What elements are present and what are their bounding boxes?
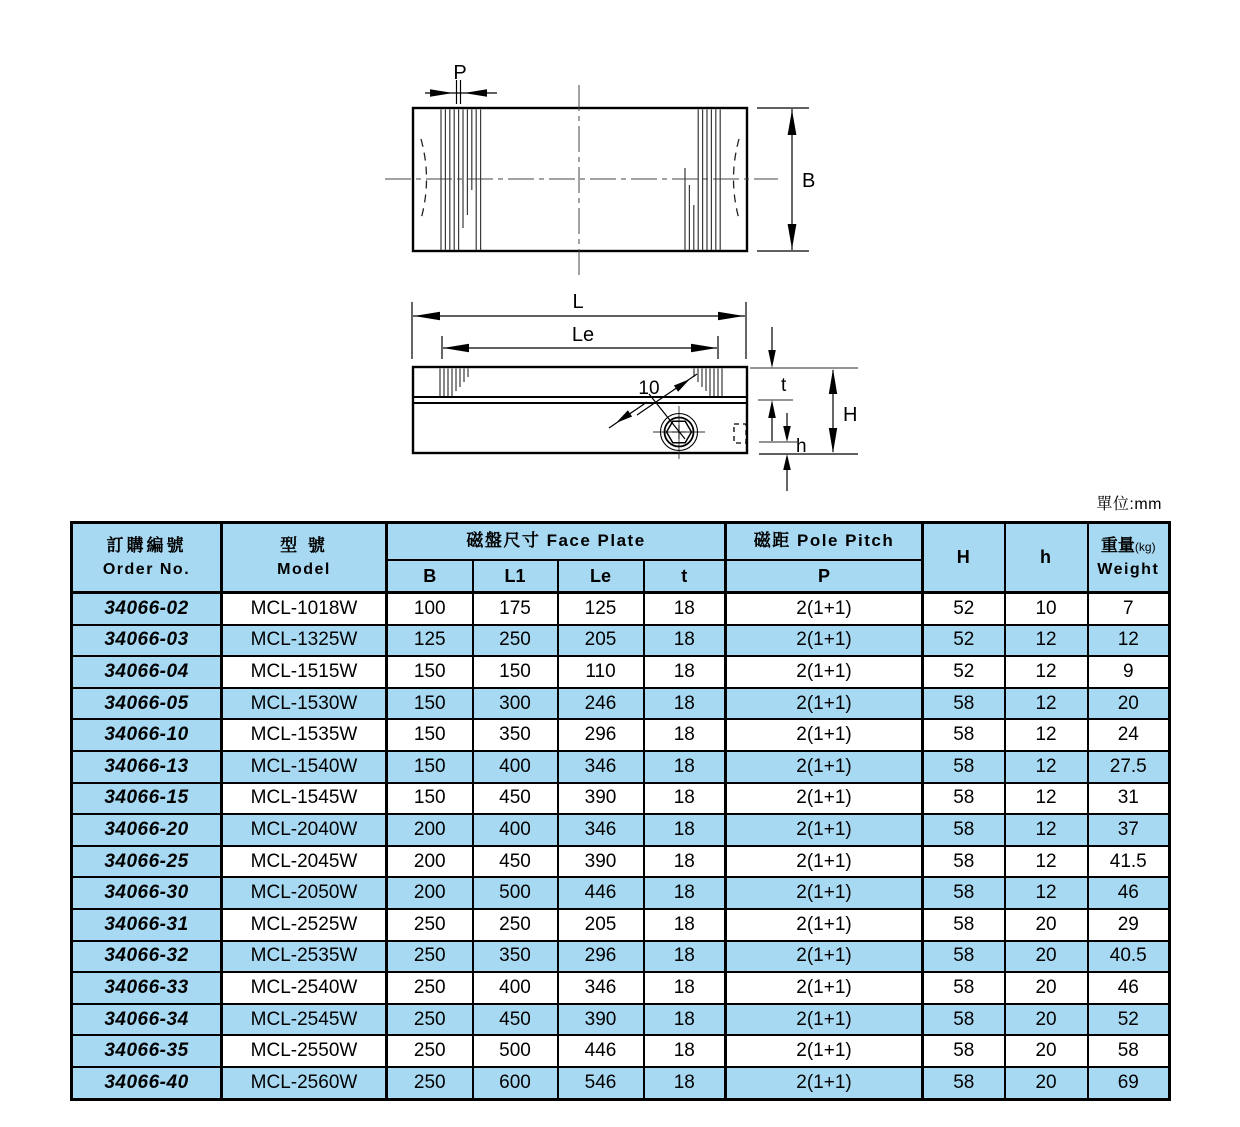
- base-height-cell: 20: [1005, 909, 1088, 941]
- base-height-cell: 20: [1005, 1035, 1088, 1067]
- order-no-cell: 34066-34: [72, 1004, 222, 1036]
- pole-pitch-cell: 2(1+1): [726, 1067, 923, 1099]
- base-height-cell: 12: [1005, 814, 1088, 846]
- weight-cell: 31: [1088, 783, 1170, 815]
- spec-table-body: [72, 593, 1170, 1100]
- order-no-cell: 34066-02: [72, 593, 222, 625]
- weight-cell: 7: [1088, 593, 1170, 625]
- spec-row: [72, 1004, 1170, 1036]
- order-no-cell: 34066-20: [72, 814, 222, 846]
- t-cell: 18: [644, 909, 726, 941]
- weight-cell: 37: [1088, 814, 1170, 846]
- height-cell: 58: [923, 909, 1005, 941]
- spec-row: [72, 877, 1170, 909]
- height-cell: 58: [923, 1004, 1005, 1036]
- spec-row: [72, 814, 1170, 846]
- pole-pitch-cell: 2(1+1): [726, 877, 923, 909]
- le-cell: 110: [558, 656, 644, 688]
- t-cell: 18: [644, 941, 726, 973]
- weight-cell: 40.5: [1088, 941, 1170, 973]
- base-height-cell: 12: [1005, 751, 1088, 783]
- dim-Le: [442, 324, 718, 359]
- weight-cell: 20: [1088, 688, 1170, 720]
- l1-cell: 400: [473, 814, 558, 846]
- l1-cell: 400: [473, 972, 558, 1004]
- weight-cell: 46: [1088, 972, 1170, 1004]
- l1-cell: 175: [473, 593, 558, 625]
- base-height-cell: 12: [1005, 656, 1088, 688]
- base-height-cell: 10: [1005, 593, 1088, 625]
- l1-cell: 350: [473, 941, 558, 973]
- base-height-cell: 12: [1005, 688, 1088, 720]
- weight-cell: 41.5: [1088, 846, 1170, 878]
- le-cell: 390: [558, 1004, 644, 1036]
- height-cell: 58: [923, 719, 1005, 751]
- header-h: h: [1005, 523, 1088, 593]
- t-cell: 18: [644, 783, 726, 815]
- height-cell: 58: [923, 941, 1005, 973]
- model-cell: MCL-1540W: [222, 751, 387, 783]
- l1-cell: 450: [473, 783, 558, 815]
- t-cell: 18: [644, 846, 726, 878]
- le-cell: 296: [558, 941, 644, 973]
- pole-pitch-cell: 2(1+1): [726, 656, 923, 688]
- left-end-arc: [421, 139, 427, 219]
- height-cell: 58: [923, 751, 1005, 783]
- b-cell: 200: [387, 846, 473, 878]
- order-no-cell: 34066-31: [72, 909, 222, 941]
- l1-cell: 250: [473, 909, 558, 941]
- le-cell: 346: [558, 751, 644, 783]
- spec-row: [72, 941, 1170, 973]
- t-cell: 18: [644, 1004, 726, 1036]
- pole-pitch-cell: 2(1+1): [726, 751, 923, 783]
- order-no-cell: 34066-32: [72, 941, 222, 973]
- height-cell: 58: [923, 688, 1005, 720]
- t-cell: 18: [644, 719, 726, 751]
- spec-table-container: [70, 521, 1171, 1101]
- hatch-right: [694, 369, 722, 397]
- pole-pitch-cell: 2(1+1): [726, 972, 923, 1004]
- weight-cell: 27.5: [1088, 751, 1170, 783]
- t-cell: 18: [644, 751, 726, 783]
- t-cell: 18: [644, 972, 726, 1004]
- model-cell: MCL-1515W: [222, 656, 387, 688]
- order-no-cell: 34066-13: [72, 751, 222, 783]
- t-cell: 18: [644, 656, 726, 688]
- t-cell: 18: [644, 877, 726, 909]
- technical-drawing: [0, 0, 1240, 519]
- le-cell: 205: [558, 625, 644, 657]
- dim-label-10: 10: [638, 378, 660, 399]
- model-cell: MCL-1545W: [222, 783, 387, 815]
- header-pole-pitch: 磁距 Pole Pitch: [726, 523, 923, 560]
- dim-H: [829, 369, 858, 453]
- spec-row: [72, 783, 1170, 815]
- l1-cell: 600: [473, 1067, 558, 1099]
- subheader-L1: L1: [473, 560, 558, 593]
- order-no-cell: 34066-15: [72, 783, 222, 815]
- height-cell: 52: [923, 656, 1005, 688]
- t-cell: 18: [644, 593, 726, 625]
- base-height-cell: 20: [1005, 1067, 1088, 1099]
- weight-cell: 69: [1088, 1067, 1170, 1099]
- dim-t: [768, 327, 787, 441]
- b-cell: 250: [387, 1004, 473, 1036]
- order-no-cell: 34066-25: [72, 846, 222, 878]
- spec-row: [72, 593, 1170, 625]
- height-cell: 58: [923, 877, 1005, 909]
- b-cell: 150: [387, 719, 473, 751]
- height-cell: 52: [923, 625, 1005, 657]
- b-cell: 150: [387, 656, 473, 688]
- t-cell: 18: [644, 1035, 726, 1067]
- dim-label-H: H: [843, 404, 858, 426]
- model-cell: MCL-2550W: [222, 1035, 387, 1067]
- header-face-plate: 磁盤尺寸 Face Plate: [387, 523, 726, 560]
- l1-cell: 250: [473, 625, 558, 657]
- pole-pitch-cell: 2(1+1): [726, 593, 923, 625]
- spec-row: [72, 909, 1170, 941]
- le-cell: 390: [558, 846, 644, 878]
- t-cell: 18: [644, 1067, 726, 1099]
- header-model: 型 號 Model: [222, 523, 387, 593]
- model-cell: MCL-2535W: [222, 941, 387, 973]
- le-cell: 205: [558, 909, 644, 941]
- pole-pitch-cell: 2(1+1): [726, 814, 923, 846]
- model-cell: MCL-2560W: [222, 1067, 387, 1099]
- base-height-cell: 20: [1005, 1004, 1088, 1036]
- weight-cell: 46: [1088, 877, 1170, 909]
- spec-table-head: [72, 523, 1170, 593]
- b-cell: 125: [387, 625, 473, 657]
- model-cell: MCL-2045W: [222, 846, 387, 878]
- pole-pitch-cell: 2(1+1): [726, 1004, 923, 1036]
- header-weight: 重量(kg) Weight: [1088, 523, 1170, 593]
- base-height-cell: 20: [1005, 941, 1088, 973]
- order-no-cell: 34066-05: [72, 688, 222, 720]
- spec-table: [70, 521, 1171, 1101]
- order-no-cell: 34066-33: [72, 972, 222, 1004]
- dim-h: [783, 413, 806, 491]
- spec-row: [72, 1035, 1170, 1067]
- pole-pitch-cell: 2(1+1): [726, 625, 923, 657]
- pole-pitch-cell: 2(1+1): [726, 783, 923, 815]
- model-cell: MCL-2050W: [222, 877, 387, 909]
- l1-cell: 500: [473, 1035, 558, 1067]
- l1-cell: 450: [473, 1004, 558, 1036]
- spec-row: [72, 625, 1170, 657]
- header-H: H: [923, 523, 1005, 593]
- le-cell: 546: [558, 1067, 644, 1099]
- l1-cell: 300: [473, 688, 558, 720]
- height-cell: 58: [923, 1067, 1005, 1099]
- hatch-left: [440, 369, 468, 397]
- model-cell: MCL-2525W: [222, 909, 387, 941]
- pole-pitch-cell: 2(1+1): [726, 941, 923, 973]
- t-cell: 18: [644, 814, 726, 846]
- b-cell: 150: [387, 751, 473, 783]
- model-cell: MCL-1325W: [222, 625, 387, 657]
- l1-cell: 350: [473, 719, 558, 751]
- dim-label-t: t: [781, 375, 787, 396]
- model-cell: MCL-1530W: [222, 688, 387, 720]
- dim-label-P: P: [453, 62, 467, 84]
- model-cell: MCL-1535W: [222, 719, 387, 751]
- le-cell: 296: [558, 719, 644, 751]
- weight-cell: 12: [1088, 625, 1170, 657]
- spec-row: [72, 972, 1170, 1004]
- b-cell: 150: [387, 688, 473, 720]
- b-cell: 100: [387, 593, 473, 625]
- pole-lines-right: [685, 110, 720, 251]
- subheader-B: B: [387, 560, 473, 593]
- le-cell: 346: [558, 972, 644, 1004]
- spec-row: [72, 656, 1170, 688]
- height-cell: 58: [923, 783, 1005, 815]
- height-cell: 58: [923, 846, 1005, 878]
- model-cell: MCL-1018W: [222, 593, 387, 625]
- spec-row: [72, 688, 1170, 720]
- l1-cell: 400: [473, 751, 558, 783]
- b-cell: 250: [387, 909, 473, 941]
- le-cell: 346: [558, 814, 644, 846]
- weight-cell: 58: [1088, 1035, 1170, 1067]
- b-cell: 250: [387, 1067, 473, 1099]
- model-cell: MCL-2040W: [222, 814, 387, 846]
- height-cell: 58: [923, 972, 1005, 1004]
- height-cell: 58: [923, 814, 1005, 846]
- l1-cell: 500: [473, 877, 558, 909]
- pole-pitch-cell: 2(1+1): [726, 719, 923, 751]
- b-cell: 250: [387, 941, 473, 973]
- dim-label-h: h: [796, 436, 807, 457]
- b-cell: 250: [387, 1035, 473, 1067]
- subheader-Le: Le: [558, 560, 644, 593]
- pole-pitch-cell: 2(1+1): [726, 846, 923, 878]
- top-view-drawing: [385, 62, 815, 275]
- weight-cell: 29: [1088, 909, 1170, 941]
- pole-pitch-cell: 2(1+1): [726, 1035, 923, 1067]
- l1-cell: 150: [473, 656, 558, 688]
- dim-10: [609, 374, 697, 439]
- dashed-slot: [734, 424, 746, 443]
- dim-label-Le: Le: [571, 324, 595, 346]
- base-height-cell: 12: [1005, 783, 1088, 815]
- side-view-drawing: [412, 291, 858, 491]
- model-cell: MCL-2540W: [222, 972, 387, 1004]
- subheader-P: P: [726, 560, 923, 593]
- base-height-cell: 12: [1005, 877, 1088, 909]
- b-cell: 250: [387, 972, 473, 1004]
- l1-cell: 450: [473, 846, 558, 878]
- spec-row: [72, 719, 1170, 751]
- socket-hole: [653, 406, 705, 459]
- weight-cell: 24: [1088, 719, 1170, 751]
- spec-row: [72, 1067, 1170, 1099]
- order-no-cell: 34066-30: [72, 877, 222, 909]
- le-cell: 246: [558, 688, 644, 720]
- base-height-cell: 20: [1005, 972, 1088, 1004]
- unit-label: 單位:mm: [1096, 496, 1162, 513]
- le-cell: 446: [558, 1035, 644, 1067]
- t-cell: 18: [644, 625, 726, 657]
- dim-label-L: L: [572, 291, 584, 313]
- height-cell: 52: [923, 593, 1005, 625]
- order-no-cell: 34066-35: [72, 1035, 222, 1067]
- dim-P: [425, 62, 497, 104]
- subheader-t: t: [644, 560, 726, 593]
- weight-cell: 9: [1088, 656, 1170, 688]
- le-cell: 446: [558, 877, 644, 909]
- base-height-cell: 12: [1005, 719, 1088, 751]
- le-cell: 390: [558, 783, 644, 815]
- height-cell: 58: [923, 1035, 1005, 1067]
- base-height-cell: 12: [1005, 625, 1088, 657]
- base-height-cell: 12: [1005, 846, 1088, 878]
- pole-pitch-cell: 2(1+1): [726, 909, 923, 941]
- dim-label-B: B: [802, 170, 816, 192]
- b-cell: 200: [387, 877, 473, 909]
- order-no-cell: 34066-10: [72, 719, 222, 751]
- t-cell: 18: [644, 688, 726, 720]
- b-cell: 150: [387, 783, 473, 815]
- model-cell: MCL-2545W: [222, 1004, 387, 1036]
- header-order-no: 訂購編號 Order No.: [72, 523, 222, 593]
- b-cell: 200: [387, 814, 473, 846]
- pole-lines-left: [441, 110, 481, 251]
- weight-cell: 52: [1088, 1004, 1170, 1036]
- order-no-cell: 34066-04: [72, 656, 222, 688]
- pole-pitch-cell: 2(1+1): [726, 688, 923, 720]
- spec-row: [72, 846, 1170, 878]
- le-cell: 125: [558, 593, 644, 625]
- order-no-cell: 34066-03: [72, 625, 222, 657]
- order-no-cell: 34066-40: [72, 1067, 222, 1099]
- spec-row: [72, 751, 1170, 783]
